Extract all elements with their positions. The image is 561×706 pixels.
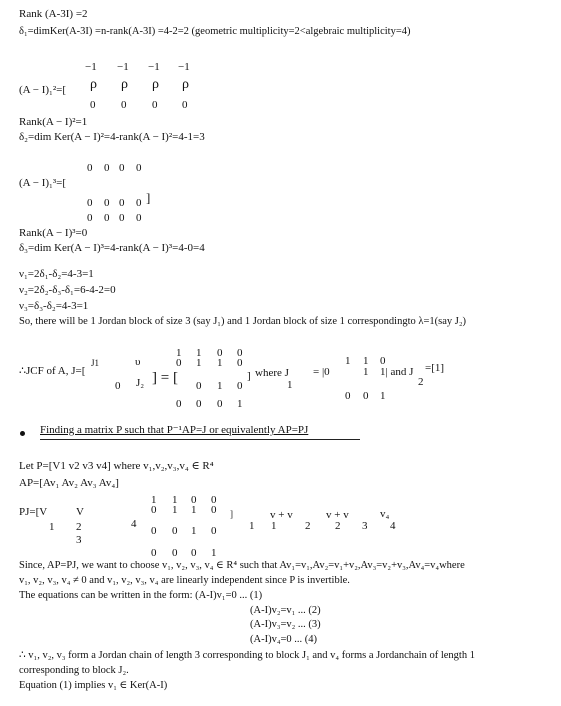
heading-rule [40, 439, 360, 440]
rank-a3i-line: Rank (A-3I) =2 [19, 8, 88, 20]
nu3-line: ν₃=δ₃-δ₂=4-3=1 [19, 300, 89, 312]
m1-r3c1: 0 [90, 99, 96, 111]
pj-c5: 3 [362, 520, 368, 532]
jcf-eq2: = |0 [313, 366, 330, 378]
ap-line: AP=[Av₁ Av₂ Av₃ Av₄] [19, 477, 119, 489]
m1-r3c2: 0 [121, 99, 127, 111]
jcf-w-bot-3: 1 [380, 390, 386, 402]
pj-top-4: 0 [211, 494, 217, 506]
rank-cubed-line: Rank(A − I)³=0 [19, 227, 88, 239]
pj-row3-1: 0 [151, 547, 157, 559]
jcf-eq: ] = [ [152, 370, 178, 386]
pj-c1: 1 [249, 520, 255, 532]
pj-sub-3: 3 [76, 534, 82, 546]
jcf-w-top-1: 1 [345, 355, 351, 367]
m1-stub: ρ [182, 77, 189, 92]
jcf-w-bot-2: 0 [363, 390, 369, 402]
pj-row2-1: 0 [151, 525, 157, 537]
m2-r1c4: 0 [136, 162, 142, 174]
m2-r1c1: 0 [87, 162, 93, 174]
pj-row-4: 0 [211, 504, 217, 516]
jcf-r3c2: 0 [196, 398, 202, 410]
since-line-1: Since, AP=PJ, we want to choose v₁, v₂, v₃, v₄ ∈ R⁴ such that Av₁=v₁,Av₂=v₁+v₂,Av₃=v₂+v₃,Av₄=v₄where [19, 560, 465, 571]
rank-squared-line: Rank(A − I)²=1 [19, 116, 88, 128]
jcf-r3c3: 0 [217, 398, 223, 410]
pj-misc-r: ] [230, 509, 233, 519]
m2-r3c1: 0 [87, 212, 93, 224]
nu1-line: ν₁=2δ₁-δ₂=4-3=1 [19, 268, 94, 280]
pj-sub-1: 1 [49, 521, 55, 533]
m2-r1c3: 0 [119, 162, 125, 174]
nu2-line: ν₂=2δ₂-δ₃-δ₁=6-4-2=0 [19, 284, 116, 296]
delta3-line: δ₃=dim Ker(A − I)³=4-rank(A − I)³=4-0=4 [19, 242, 205, 254]
since-line-3: The equations can be written in the form: (A-I)v₁=0 ... (1) [19, 590, 263, 601]
m2-label: (A − I)₁³=[ [19, 177, 67, 189]
chain-line-1: ∴ v₁, v₂, v₃ form a Jordan chain of length 3 corresponding to block J₁ and v₄ forms a Jordanchain of length 1 [19, 650, 475, 661]
jcf-w-top-3: 0 [380, 355, 386, 367]
since-line-2: v₁, v₂, v₃, v₄ ≠ 0 and v₁, v₂, v₃, v₄ are linearly independent since P is invertible. [19, 575, 350, 586]
pj-row-2: 1 [172, 504, 178, 516]
chain-line-2: corresponding to block J₂. [19, 665, 129, 676]
delta1-line: δ₁=dimKer(A-3I) =n-rank(A-3I) =4-2=2 (geometric multiplicity=2<algebraic multiplicity=4) [19, 26, 411, 37]
jcf-label: ∴JCF of A, J=[ [19, 365, 86, 377]
jcf-r3c4: 1 [237, 398, 243, 410]
pj-label: PJ=[V [19, 506, 48, 518]
pj-row-1: 0 [151, 504, 157, 516]
jcf-w-mid-1: 1 [363, 366, 369, 378]
m2-r3c3: 0 [119, 212, 125, 224]
pj-row2-3: 1 [191, 525, 197, 537]
jcf-bracket: ] [247, 370, 251, 382]
pj-c6: 4 [390, 520, 396, 532]
jcf-where: where J [255, 367, 289, 379]
equation-4: (A-I)v₄=0 ... (4) [250, 634, 318, 645]
pj-misc-v: V [76, 506, 84, 518]
m1-r3c3: 0 [152, 99, 158, 111]
m1-r1c3: −1 [148, 61, 160, 73]
jcf-r2c2: 0 [196, 380, 202, 392]
equation-3: (A-I)v₃=v₂ ... (3) [250, 619, 321, 630]
pj-sub-4: 4 [131, 518, 137, 530]
jordan-conclusion-line: So, there will be 1 Jordan block of size 3 (say J₁) and 1 Jordan block of size 1 correspondingto λ=1(say J₂) [19, 316, 466, 327]
m1-r1c2: −1 [117, 61, 129, 73]
section-heading: Finding a matrix P such that P⁻¹AP=J or equivalently AP=PJ [40, 424, 309, 436]
pj-sub-2: 2 [76, 521, 82, 533]
m1-r3c4: 0 [182, 99, 188, 111]
pj-c3: 2 [305, 520, 311, 532]
jcf-eq3: =[1] [425, 362, 445, 374]
m2-r2c4: 0 [136, 197, 142, 209]
pj-misc-vpv2: v + v [326, 509, 349, 521]
pj-row3-3: 0 [191, 547, 197, 559]
jcf-r2c3: 1 [217, 380, 223, 392]
m2-r2c2: 0 [104, 197, 110, 209]
pj-row3-2: 0 [172, 547, 178, 559]
m1-stub: ρ [90, 77, 97, 92]
pj-top-2: 1 [172, 494, 178, 506]
m2-r3c4: 0 [136, 212, 142, 224]
m2-r3c2: 0 [104, 212, 110, 224]
pj-row-3: 1 [191, 504, 197, 516]
jcf-sub2: 2 [418, 376, 424, 388]
m1-stub: ρ [121, 77, 128, 92]
pj-c2: 1 [271, 520, 277, 532]
jcf-j2: J₂ [136, 377, 145, 389]
pj-row2-4: 0 [211, 525, 217, 537]
jcf-w-bot-1: 0 [345, 390, 351, 402]
m2-r2c3: 0 [119, 197, 125, 209]
jcf-r3c1: 0 [176, 398, 182, 410]
pj-row3-4: 1 [211, 547, 217, 559]
m1-r1c4: −1 [178, 61, 190, 73]
equation-2: (A-I)v₂=v₁ ... (2) [250, 605, 321, 616]
jcf-w-top-2: 1 [363, 355, 369, 367]
pj-row2-2: 0 [172, 525, 178, 537]
pj-misc-vpv1: v + v [270, 509, 293, 521]
m2-r2c1: 0 [87, 197, 93, 209]
pj-misc-v4: v₄ [380, 508, 390, 520]
m2-r1c2: 0 [104, 162, 110, 174]
m1-r1c1: −1 [85, 61, 97, 73]
jcf-zero: 0 [115, 380, 121, 392]
jcf-r1c3: 0 [217, 347, 223, 359]
jcf-r1b-c4: 0 [237, 357, 243, 369]
jcf-j1: J1 [91, 358, 100, 368]
jcf-r1c4: 0 [237, 347, 243, 359]
bullet-dot [20, 431, 25, 436]
jcf-sub1: 1 [287, 379, 293, 391]
delta2-line: δ₂=dim Ker(A − I)²=4-rank(A − I)²=4-1=3 [19, 131, 205, 143]
m1-label: (A − I)₁²=[ [19, 84, 67, 96]
jcf-r1c2: 1 [196, 347, 202, 359]
equation-1-implies: Equation (1) implies v₁ ∈ Ker(A-I) [19, 680, 168, 691]
jcf-r1b-c2: 1 [196, 357, 202, 369]
jcf-r2c4: 0 [237, 380, 243, 392]
jcf-r1c1: 1 [176, 347, 182, 359]
jcf-v: υ [135, 356, 141, 368]
m1-stub: ρ [152, 77, 159, 92]
let-p-line: Let P=[V1 v2 v3 v4] where v₁,v₂,v₃,v₄ ∈ R⁴ [19, 460, 214, 472]
pj-c4: 2 [335, 520, 341, 532]
pj-top-1: 1 [151, 494, 157, 506]
jcf-r1b-c3: 1 [217, 357, 223, 369]
pj-top-3: 0 [191, 494, 197, 506]
jcf-w-mid-2: 1| and J [380, 366, 414, 378]
m2-bracket: ] [146, 190, 151, 205]
jcf-r1b-c1: 0 [176, 357, 182, 369]
